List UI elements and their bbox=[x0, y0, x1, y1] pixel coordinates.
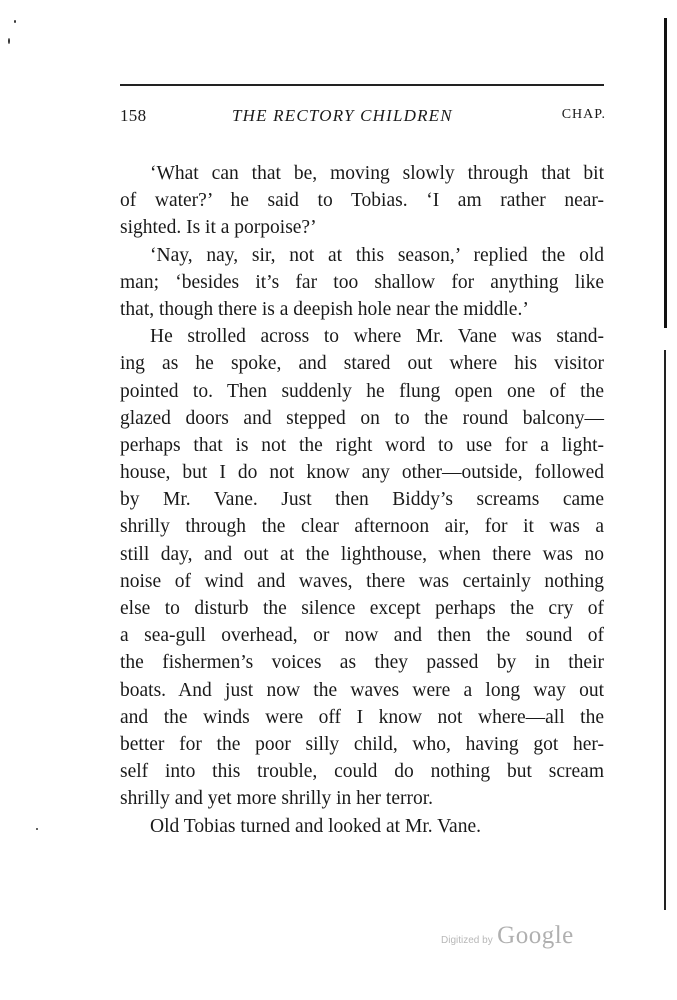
text-line: that, though there is a deepish hole near the middle.’ bbox=[120, 298, 529, 320]
page-number: 158 bbox=[120, 106, 147, 125]
scan-speck bbox=[36, 828, 38, 830]
running-header bbox=[120, 106, 606, 132]
text-line: and the winds were off I know not where—all the bbox=[120, 706, 604, 728]
text-line: shrilly and yet more shrilly in her terror. bbox=[120, 788, 434, 810]
text-line: boats. And just now the waves were a long way out bbox=[120, 679, 604, 701]
text-line: of water?’ he said to Tobias. ‘I am rather near- bbox=[120, 190, 604, 212]
text-line: ing as he spoke, and stared out where his visitor bbox=[120, 353, 604, 375]
text-line: shrilly through the clear afternoon air, for it was a bbox=[120, 516, 604, 538]
scan-speck bbox=[14, 20, 16, 23]
google-logo: Google bbox=[497, 922, 574, 949]
page-edge-shadow bbox=[664, 18, 667, 328]
digitized-watermark bbox=[441, 922, 574, 950]
chapter-label: CHAP. bbox=[561, 107, 606, 122]
text-line: else to disturb the silence except perhaps the cry of bbox=[120, 598, 604, 619]
text-line: house, but I do not know any other—outside, followed bbox=[120, 462, 604, 484]
text-line: self into this trouble, could do nothing but scream bbox=[120, 761, 604, 783]
body-text bbox=[120, 160, 604, 840]
text-line: perhaps that is not the right word to use for a light- bbox=[120, 434, 604, 456]
text-line: pointed to. Then suddenly he flung open one of the bbox=[120, 380, 604, 402]
text-line: noise of wind and waves, there was certainly nothing bbox=[120, 570, 604, 592]
text-line: still day, and out at the lighthouse, when there was no bbox=[120, 543, 604, 565]
page-edge-shadow-lower bbox=[664, 350, 666, 910]
text-line: by Mr. Vane. Just then Biddy’s screams came bbox=[120, 489, 604, 511]
watermark-prefix: Digitized by bbox=[441, 935, 493, 946]
running-title: THE RECTORY CHILDREN bbox=[232, 106, 453, 125]
text-line: man; ‘besides it’s far too shallow for anything like bbox=[120, 271, 604, 293]
text-line: ‘What can that be, moving slowly through that bit bbox=[150, 163, 604, 184]
text-line: He strolled across to where Mr. Vane was stand- bbox=[150, 326, 604, 348]
text-line: a sea-gull overhead, or now and then the sound of bbox=[120, 625, 604, 647]
header-rule bbox=[120, 84, 604, 86]
scan-speck bbox=[8, 38, 10, 44]
text-line: glazed doors and stepped on to the round balcony— bbox=[120, 407, 604, 429]
text-line: better for the poor silly child, who, having got her- bbox=[120, 733, 604, 755]
text-line: Old Tobias turned and looked at Mr. Vane. bbox=[150, 815, 481, 837]
text-line: sighted. Is it a porpoise?’ bbox=[120, 217, 317, 239]
text-line: ‘Nay, nay, sir, not at this season,’ replied the old bbox=[150, 244, 604, 266]
text-line: the fishermen’s voices as they passed by in their bbox=[120, 652, 604, 674]
